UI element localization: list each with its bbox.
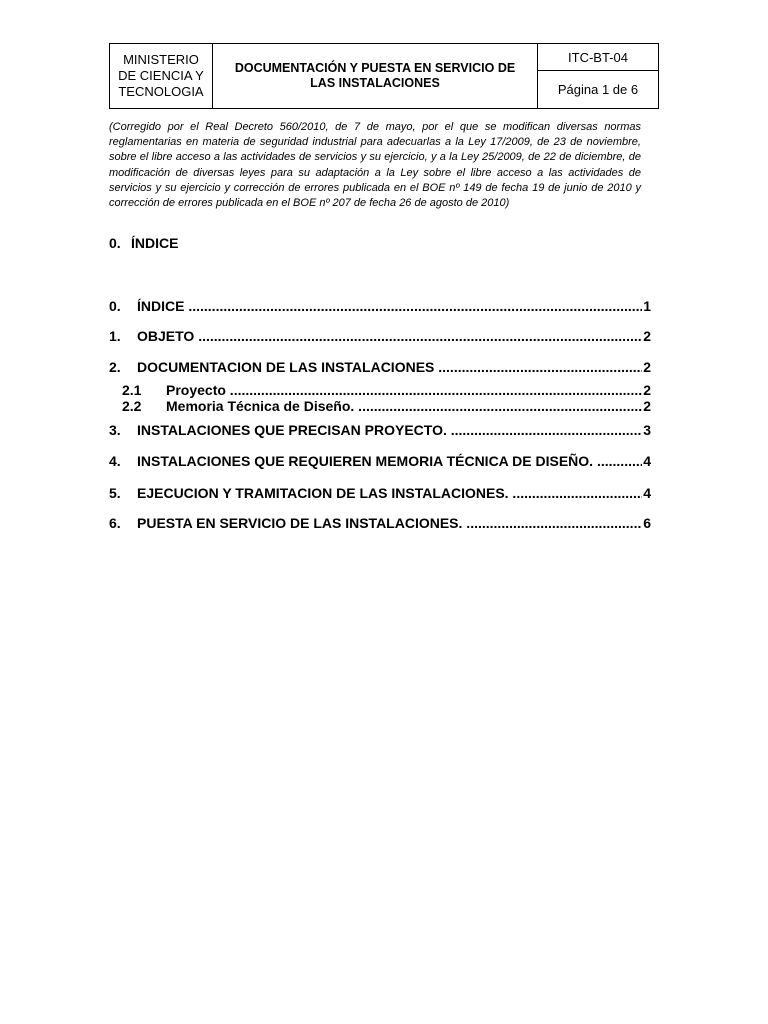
toc-number: 2. [109, 359, 121, 375]
toc-entry[interactable] [109, 515, 651, 532]
document-code: ITC-BT-04 [538, 44, 658, 71]
toc-number: 3. [109, 422, 121, 438]
toc-entry[interactable] [109, 298, 651, 315]
toc-entry[interactable] [109, 453, 651, 470]
toc-page: 2 [643, 359, 651, 375]
toc-page: 2 [643, 328, 651, 344]
toc-number: 4. [109, 453, 121, 469]
toc-entry[interactable] [109, 328, 651, 345]
toc-number: 5. [109, 485, 121, 501]
toc-number: 2.2 [122, 398, 142, 414]
index-heading-number: 0. [109, 235, 121, 251]
toc-number: 6. [109, 515, 121, 531]
ministry-line: TECNOLOGIA [118, 84, 204, 99]
toc-title: ÍNDICE ..... [137, 298, 642, 315]
index-heading-title: ÍNDICE [131, 235, 179, 251]
toc-title: OBJETO ..... [137, 328, 642, 345]
toc-page: 2 [643, 382, 651, 398]
document-header [109, 43, 659, 109]
ministry-line: MINISTERIO [123, 52, 199, 67]
toc-subentry[interactable] [122, 398, 651, 415]
toc-title: PUESTA EN SERVICIO DE LAS INSTALACIONES. ..... [137, 515, 642, 532]
toc-page: 4 [643, 485, 651, 501]
code-cell [538, 44, 658, 108]
toc-page: 2 [643, 398, 651, 414]
document-title: DOCUMENTACIÓN Y PUESTA EN SERVICIO DE LAS INSTALACIONES [213, 44, 538, 108]
toc-number: 1. [109, 328, 121, 344]
toc-title: DOCUMENTACION DE LAS INSTALACIONES ..... [137, 359, 642, 376]
correction-note: (Corregido por el Real Decreto 560/2010, de 7 de mayo, por el que se modifican diversas normas reglamentarias en materia de seguridad industrial para adecuarlas a la Ley 17/2009, de 23 de noviembre, sobre el libre acceso a las actividades de servicios y su ejercicio, y a la Ley 25/2009, de 22 de diciembre, de modificación de diversas leyes para su adaptación a la Ley sobre el libre acceso a las actividades de servicios y su ejercicio y corrección de errores publicada en el BOE nº 149 de fecha 19 de junio de 2010 y corrección de errores publicada en el BOE nº 207 de fecha 26 de agosto de 2010) [109, 121, 641, 210]
toc-title: Proyecto ..... [166, 382, 642, 399]
toc-title: Memoria Técnica de Diseño. ..... [166, 398, 642, 415]
toc-page: 6 [643, 515, 651, 531]
page-number: Página 1 de 6 [557, 82, 639, 97]
toc-entry[interactable] [109, 422, 651, 439]
toc-title: EJECUCION Y TRAMITACION DE LAS INSTALACIONES. ..... [137, 485, 642, 502]
toc-number: 2.1 [122, 382, 142, 398]
ministry-cell [110, 44, 213, 108]
toc-title: INSTALACIONES QUE PRECISAN PROYECTO. ..... [137, 422, 642, 439]
toc-entry[interactable] [109, 359, 651, 376]
toc-subentry[interactable] [122, 382, 651, 399]
ministry-line: DE CIENCIA Y [118, 68, 204, 83]
toc-page: 4 [643, 453, 651, 469]
toc-number: 0. [109, 298, 121, 314]
toc-title: INSTALACIONES QUE REQUIEREN MEMORIA TÉCNICA DE DISEÑO. ..... [137, 453, 642, 470]
index-heading [109, 235, 178, 251]
toc-entry[interactable] [109, 485, 651, 502]
toc-page: 1 [643, 298, 651, 314]
toc-page: 3 [643, 422, 651, 438]
